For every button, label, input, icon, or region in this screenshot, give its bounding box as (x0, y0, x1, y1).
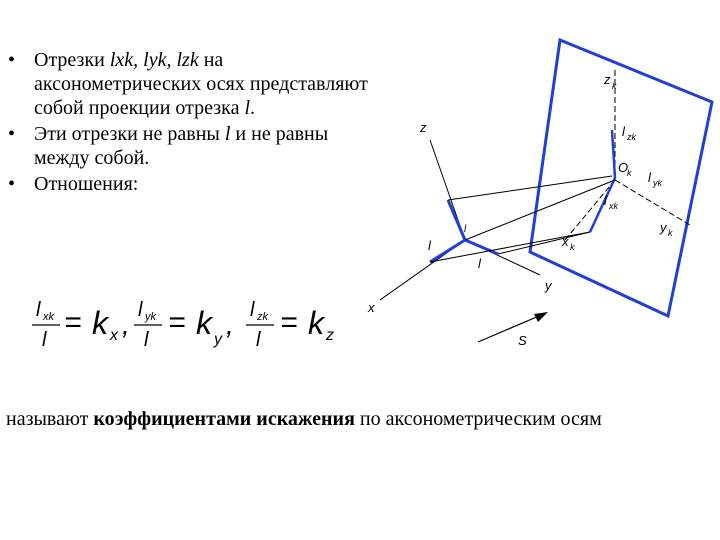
bullet-text: на аксонометрических осях представляют собой проекции отрезка (34, 49, 368, 119)
direction-s-arrowhead (534, 312, 548, 322)
projection-plane (530, 40, 712, 316)
bullet-text: Отрезки (34, 49, 110, 71)
term3-k-sub: z (326, 327, 334, 344)
label-z: z (420, 120, 427, 135)
label-lyk-sub: yk (653, 178, 662, 188)
label-l-bottom: l (478, 256, 481, 271)
term3-den: l (256, 329, 261, 351)
label-yk: y (660, 220, 667, 235)
term3-k: k (308, 305, 324, 341)
bullet-text: . (250, 97, 256, 119)
bullet-dot: • (8, 123, 16, 145)
bullet-text: и не равны между собой. (34, 123, 329, 169)
label-lxk: l (604, 193, 607, 208)
term1-num-sub: xk (43, 311, 54, 323)
term1-den: l (42, 329, 47, 351)
segment-l: l (244, 97, 251, 119)
bullet-text: Отношения: (34, 173, 139, 195)
bullet-list (8, 48, 368, 198)
label-y: y (545, 278, 552, 293)
label-lzk-sub: zk (627, 132, 636, 142)
term2-den: l (144, 329, 149, 351)
term1-k: k (92, 305, 108, 341)
label-xk: x (562, 234, 569, 249)
term2-comma: , (226, 309, 234, 340)
label-zk-sub: k (612, 81, 617, 91)
projection-ray-1 (448, 176, 612, 200)
term1-equals: = (64, 306, 82, 339)
bullet-item-2 (8, 122, 368, 170)
label-s: S (518, 333, 527, 348)
bullet-item-3 (8, 172, 368, 196)
segment-l: l (224, 123, 231, 145)
label-x: x (368, 300, 375, 315)
label-ok: O (618, 160, 629, 175)
term3-equals: = (280, 306, 298, 339)
label-lzk: l (622, 124, 625, 139)
footer-bold-term: коэффициентами искажения (93, 408, 355, 430)
axonometric-diagram (360, 30, 720, 350)
footer-after: по аксонометрическим осям (354, 408, 602, 430)
term2-k: k (196, 305, 212, 341)
term2-k-sub: y (214, 331, 222, 348)
term1-k-sub: x (110, 327, 118, 344)
term1-comma: , (122, 309, 130, 340)
distortion-formula (28, 294, 358, 354)
term2-num-sub: yk (145, 311, 156, 323)
bullet-item-1 (8, 48, 368, 120)
term3-num: l (250, 299, 255, 321)
term1-num: l (36, 299, 41, 321)
bullet-text: Эти отрезки не равны (34, 123, 225, 145)
bullet-dot: • (8, 49, 16, 71)
label-l-mid: l (464, 224, 467, 235)
segment-l-vertical (448, 200, 465, 240)
bullet-dot: • (8, 173, 16, 195)
term2-equals: = (168, 306, 186, 339)
label-l-left: l (428, 238, 431, 253)
label-lxk-sub: xk (609, 201, 618, 211)
footer-before: называют (6, 408, 94, 430)
term2-num: l (138, 299, 143, 321)
label-ok-sub: k (627, 168, 632, 178)
segment-names: lxk, lyk, lzk (109, 49, 199, 71)
label-xk-sub: k (570, 242, 575, 252)
label-yk-sub: k (668, 228, 673, 238)
footer-text (6, 408, 720, 431)
term3-num-sub: zk (257, 311, 268, 323)
label-lyk: l (648, 170, 651, 185)
projection-ray-4 (498, 232, 590, 254)
label-zk: z (604, 72, 611, 87)
